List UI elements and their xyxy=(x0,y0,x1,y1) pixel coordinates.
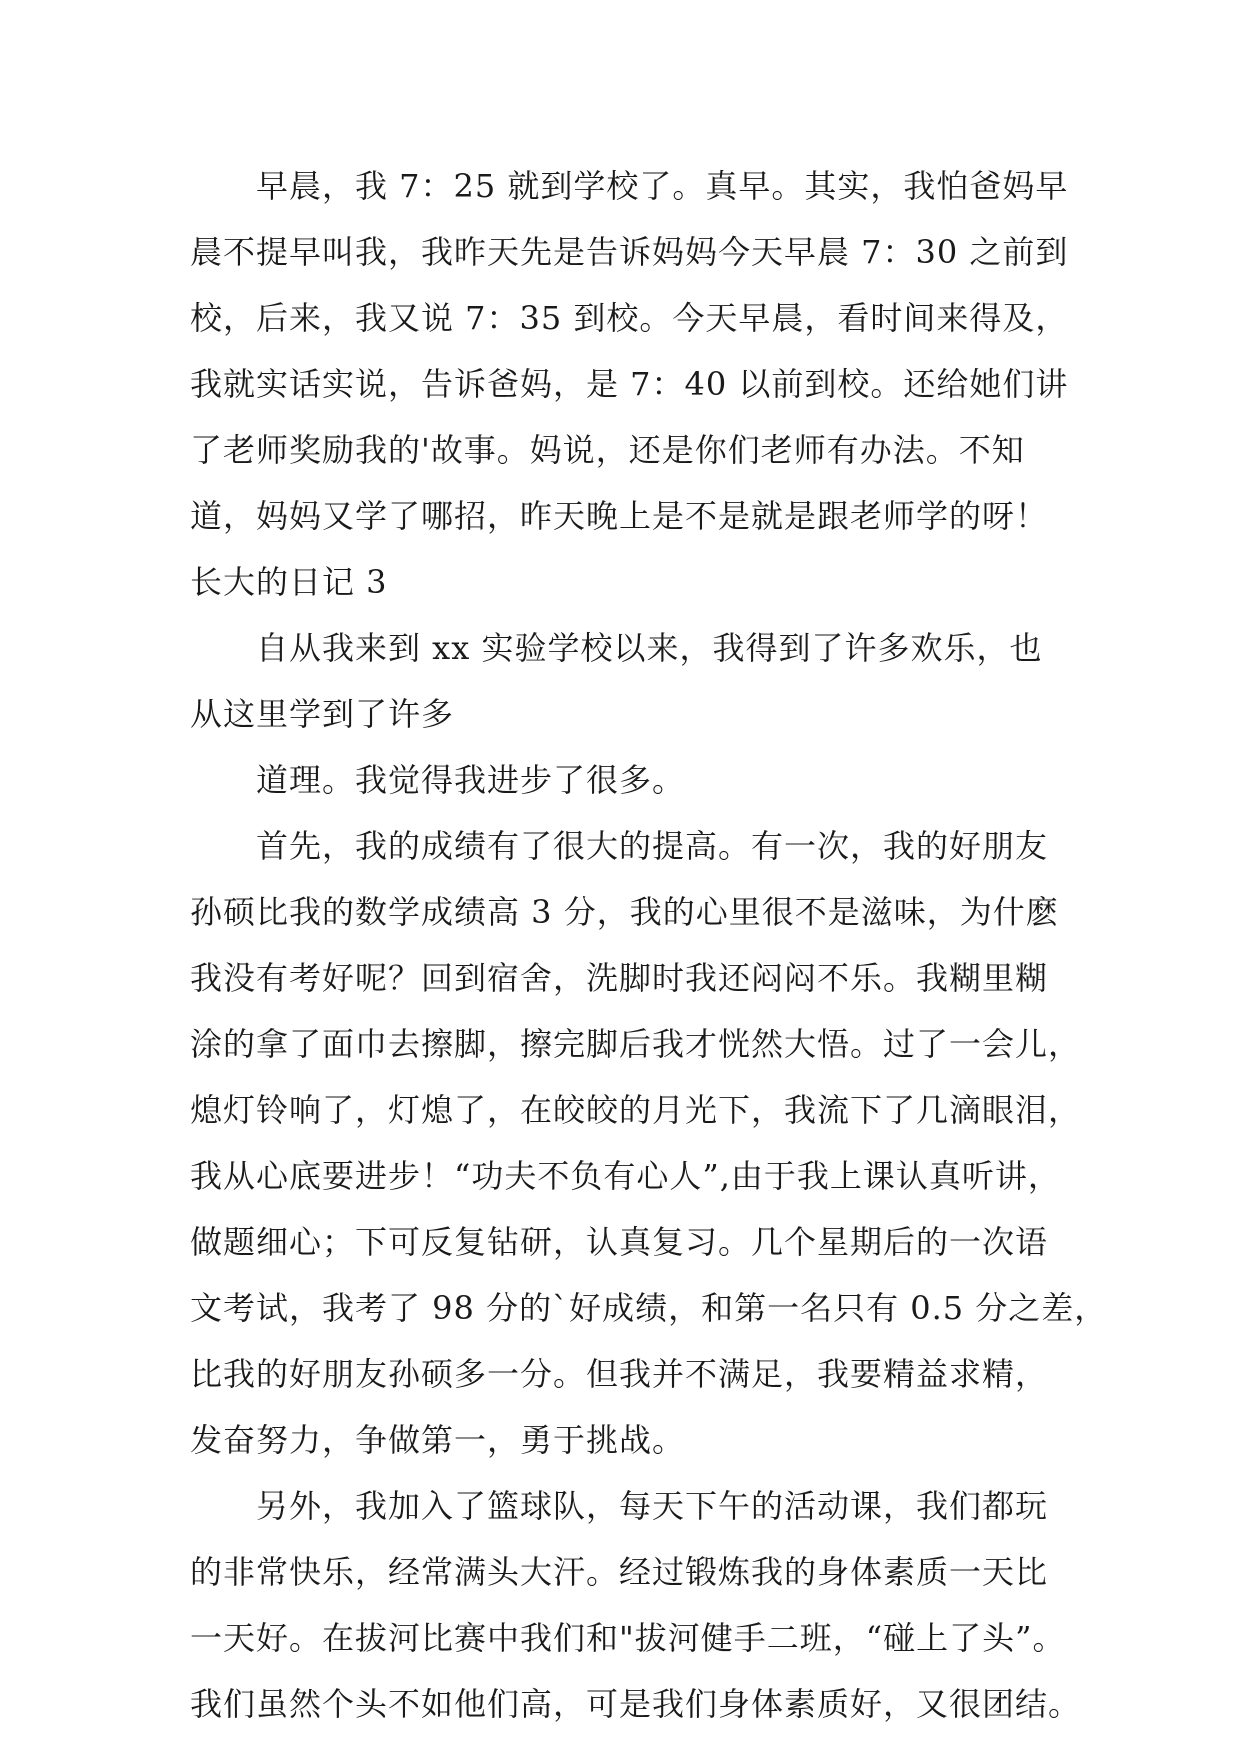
text-line: 发奋努力，争做第一，勇于挑战。 xyxy=(190,1421,686,1459)
text-line: 一天好。在拔河比赛中我们和"拔河健手二班，“碰上了头”。 xyxy=(190,1619,1066,1657)
text-line: 我就实话实说，告诉爸妈，是 7：40 以前到校。还给她们讲 xyxy=(190,365,1069,403)
text-line: 做题细心；下可反复钻研，认真复习。几个星期后的一次语 xyxy=(190,1223,1049,1261)
text-line: 从这里学到了许多 xyxy=(190,695,455,733)
text-line: 我从心底要进步！“功夫不负有心人”,由于我上课认真听讲， xyxy=(190,1157,1061,1195)
text-line: 孙硕比我的数学成绩高 3 分，我的心里很不是滋味，为什麽 xyxy=(190,893,1059,931)
text-line: 我们虽然个头不如他们高，可是我们身体素质好，又很团结。 xyxy=(190,1685,1082,1723)
text-line: 文考试，我考了 98 分的`好成绩，和第一名只有 0.5 分之差， xyxy=(190,1289,1108,1327)
text-line: 熄灯铃响了，灯熄了，在皎皎的月光下，我流下了几滴眼泪， xyxy=(190,1091,1082,1129)
text-line: 校，后来，我又说 7：35 到校。今天早晨，看时间来得及， xyxy=(190,299,1069,337)
text-line: 首先，我的成绩有了很大的提高。有一次，我的好朋友 xyxy=(256,827,1049,865)
text-line: 的非常快乐，经常满头大汗。经过锻炼我的身体素质一天比 xyxy=(190,1553,1049,1591)
text-line: 我没有考好呢？回到宿舍，洗脚时我还闷闷不乐。我糊里糊 xyxy=(190,959,1049,997)
text-line: 道，妈妈又学了哪招，昨天晚上是不是就是跟老师学的呀！ xyxy=(190,497,1049,535)
text-line: 道理。我觉得我进步了很多。 xyxy=(256,761,686,799)
text-line: 早晨，我 7：25 就到学校了。真早。其实，我怕爸妈早 xyxy=(256,167,1069,205)
text-line: 了老师奖励我的'故事。妈说，还是你们老师有办法。不知 xyxy=(190,431,1025,469)
text-line: 自从我来到 xx 实验学校以来，我得到了许多欢乐，也 xyxy=(256,629,1043,667)
text-line: 另外，我加入了篮球队，每天下午的活动课，我们都玩 xyxy=(256,1487,1049,1525)
text-line: 比我的好朋友孙硕多一分。但我并不满足，我要精益求精， xyxy=(190,1355,1049,1393)
section-heading: 长大的日记 3 xyxy=(190,563,388,601)
text-line: 涂的拿了面巾去擦脚，擦完脚后我才恍然大悟。过了一会儿， xyxy=(190,1025,1082,1063)
text-line: 晨不提早叫我，我昨天先是告诉妈妈今天早晨 7：30 之前到 xyxy=(190,233,1069,271)
